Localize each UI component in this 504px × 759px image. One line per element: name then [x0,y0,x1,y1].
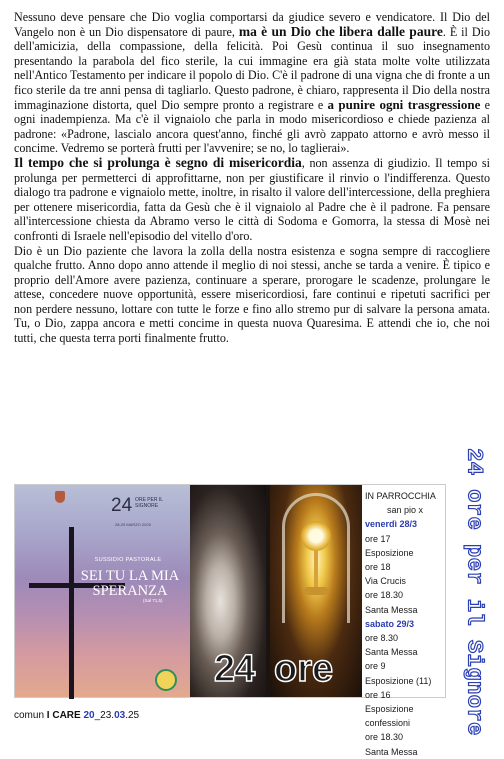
schedule-line: Santa Messa [365,604,418,615]
paragraph-1 [14,10,490,156]
vertical-title [454,448,494,736]
schedule-line: confessioni [365,718,411,729]
schedule-line: Santa Messa [365,746,418,757]
footer-date-month: 03 [114,710,126,721]
footer-brand: I CARE [46,710,81,721]
schedule-line: ore 18 [365,562,391,573]
jubilee-badge-icon [155,669,177,691]
text-run: e ogni inadempienza. Ma c'è il vignaiolo che parla in modo misericordioso e chiede pazienza al padrone: «Padrone, lascialo ancora quest'anno, finché gli avrò zappato attorno e avrò messo il concime. Vedremo se porterà frutti per l'avvenire; se no, lo taglierai». [14,97,490,156]
schedule-line: ore 16 [365,689,391,700]
church-logo-icon [55,491,65,503]
poster-reference: (Sal 71,5) [143,598,163,603]
schedule-line: Via Crucis [365,576,406,587]
poster-ore-line: SIGNORE [135,503,159,509]
emphasis-text: ma è un Dio che libera dalle paure [238,23,443,39]
schedule-day: sabato 29/3 [365,618,415,629]
footer-prefix: comun [14,710,47,721]
schedule-day: venerdì 28/3 [365,519,418,530]
overlay-number: 24 [214,648,255,690]
footer-date-year: .25 [125,710,140,721]
schedule-heading: IN PARROCCHIA [365,491,436,501]
issue-number: 20 [83,710,95,721]
vertical-title-text: 24 ore per il Signore [461,448,487,736]
schedule-line: ore 9 [365,661,386,672]
schedule-line: Esposizione (11) [365,675,432,686]
schedule-line: ore 18.30 [365,590,404,601]
poster-ore-line: ORE PER IL [135,497,164,503]
schedule-line: Esposizione [365,704,414,715]
paragraph-2 [14,156,490,244]
poster-image [15,485,190,697]
photo-collage [190,485,362,697]
monstrance-base [304,587,328,595]
article-body [14,10,490,346]
poster-date: 28-29 MARZO 2025 [115,522,151,527]
poster-subtitle: SUSSIDIO PASTORALE [94,557,162,563]
monstrance-stem [314,551,318,589]
paragraph-3: Dio è un Dio paziente che lavora la zolla della nostra esistenza e sogna sempre di raccogliere qualche frutto. Anno dopo anno attende il meglio di noi stessi, anche se tarda a venire. È tipico e proprio dell'Amore avere pazienza, continuare a sperare, prorogare le scadenze, prolungare le attese, concedere nuove opportunità, essere misericordiosi, fare continui e ripetuti sacrifici per non perdere nessuno, lottare con tutte le forze e fino allo stremo pur di salvare la persona amata. Tu, o Dio, zappa ancora e metti concime in questa nuova Quaresima. E attendi che io, che noi tutti, che questa terra porti finalmente frutto. [14,243,490,346]
emphasis-text: a punire ogni trasgressione [327,96,481,112]
schedule-place: san pio x [387,505,424,516]
schedule-line: Esposizione [365,547,414,558]
footer-date-day: _23. [94,710,115,721]
cross-icon [69,527,74,699]
text-run: Nessuno deve pensare che Dio voglia comportarsi da giudice severo e vendicatore. Il Dio del Vangelo non è un Dio dispensatore di paure, [14,10,490,39]
schedule-line: ore 17 [365,533,391,544]
monstrance-icon [301,521,331,551]
emphasis-text: Il tempo che si prolunga è segno di misericordia [14,154,302,170]
poster-title: SEI TU LA MIA SPERANZA [80,568,180,599]
text-run: . È il Dio dell'amicizia, della compassione, della felicità. Poi Gesù continua il suo insegnamento presentando la parabola del fico sterile, la cui immagine era già stata molte volte utilizzata nell'Antico Testamento per indicare il popolo di Dio. C'è il padrone di una vigna che di fronte a un fico sterile da tre anni pensa di tagliarlo. Questo padrone, è chiaro, rappresenta il Dio della nostra immaginazione distorta, quel Dio sempre pronto a registrare e [14,24,490,112]
footer [14,710,139,721]
schedule-line: ore 18.30 [365,732,404,743]
poster-ore-label [135,497,185,509]
poster-number: 24 [111,495,133,516]
overlay-word: ore [274,648,334,690]
text-run: , non assenza di giudizio. Il tempo si prolunga per permetterci di approfittarne, non per giustificare il rinvio o l'indifferenza. Questo dialogo tra padrone e vignaiolo mette, inoltre, in risalto il valore dell'intercessione, della preghiera per ottenere misericordia, fatta da Gesù che è il vignaiolo al Padre che è il padrone. Fa pensare all'intercessione chiesta da Abramo verso le città di Sodoma e Gomorra, la stessa di Mosè nei confronti di Israele nell'episodio del vitello d'oro. [14,155,490,243]
schedule-line: ore 8.30 [365,633,399,644]
parish-schedule [365,489,447,759]
schedule-line: Santa Messa [365,647,418,658]
